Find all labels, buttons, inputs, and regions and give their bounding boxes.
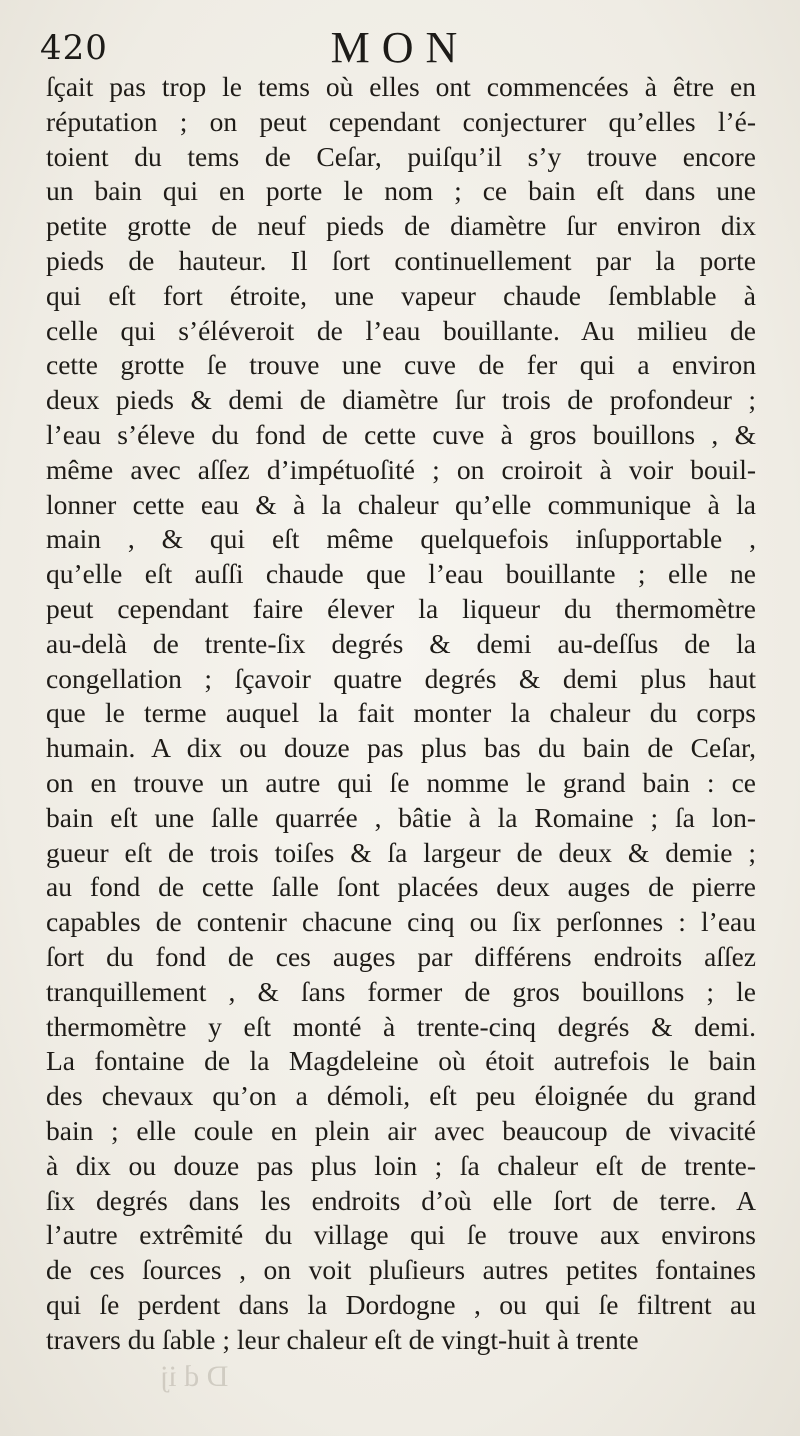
bleed-through-signature: D d ij	[160, 1360, 229, 1393]
text-line: bain eſt une ſalle quarrée , bâtie à la Romaine ; ſa lon-	[46, 801, 756, 833]
text-line: main , & qui eſt même quelquefois inſupportable ,	[46, 523, 756, 555]
text-line: capables de contenir chacune cinq ou ſix perſonnes : l’eau	[46, 906, 756, 938]
text-line: thermomètre y eſt monté à trente-cinq degrés & demi.	[46, 1010, 756, 1042]
text-line: lonner cette eau & à la chaleur qu’elle communique à la	[46, 488, 756, 520]
text-line: de ces ſources , on voit pluſieurs autres petites fontaines	[46, 1254, 756, 1286]
text-line: ſçait pas trop le tems où elles ont commencées à être en	[46, 71, 756, 102]
text-line: peut cependant faire élever la liqueur du thermomètre	[46, 592, 756, 624]
text-line: pieds de hauteur. Il ſort continuellement par la porte	[46, 244, 756, 276]
text-line: l’autre extrêmité du village qui ſe trouve aux environs	[46, 1219, 756, 1251]
text-line: toient du tems de Ceſar, puiſqu’il s’y trouve encore	[46, 140, 756, 172]
text-line: au fond de cette ſalle ſont placées deux auges de pierre	[46, 871, 756, 903]
text-line: qui ſe perdent dans la Dordogne , ou qui ſe filtrent au	[46, 1288, 756, 1320]
text-line: réputation ; on peut cependant conjecturer qu’elles l’é-	[46, 105, 756, 137]
text-line: deux pieds & demi de diamètre ſur trois de profondeur ;	[46, 384, 756, 416]
text-line: congellation ; ſçavoir quatre degrés & demi plus haut	[46, 662, 756, 694]
text-line: l’eau s’éleve du fond de cette cuve à gros bouillons , &	[46, 418, 756, 450]
text-line: un bain qui en porte le nom ; ce bain eſt dans une	[46, 175, 756, 207]
text-line: gueur eſt de trois toiſes & ſa largeur de deux & demie ;	[46, 836, 756, 868]
text-line: petite grotte de neuf pieds de diamètre ſur environ dix	[46, 210, 756, 242]
text-line: celle qui s’éléveroit de l’eau bouillante. Au milieu de	[46, 314, 756, 346]
text-line: ſort du fond de ces auges par différens endroits aſſez	[46, 940, 756, 972]
text-line: au-delà de trente-ſix degrés & demi au-deſſus de la	[46, 627, 756, 659]
text-line: on en trouve un autre qui ſe nomme le grand bain : ce	[46, 766, 756, 798]
page-number: 420	[40, 28, 108, 68]
text-line: qui eſt fort étroite, une vapeur chaude ſemblable à	[46, 279, 756, 311]
text-line: tranquillement , & ſans former de gros bouillons ; le	[46, 975, 756, 1007]
text-line: des chevaux qu’on a démoli, eſt peu éloignée du grand	[46, 1080, 756, 1112]
text-line: ſix degrés dans les endroits d’où elle ſort de terre. A	[46, 1184, 756, 1216]
text-line: même avec aſſez d’impétuoſité ; on croiroit à voir bouil-	[46, 453, 756, 485]
body-text	[46, 70, 756, 1357]
text-line: travers du ſable ; leur chaleur eſt de vingt-huit à trente	[46, 1323, 639, 1355]
text-line: que le terme auquel la fait monter la chaleur du corps	[46, 697, 756, 729]
text-line: cette grotte ſe trouve une cuve de fer qui a environ	[46, 349, 756, 381]
running-head: MON	[330, 23, 470, 72]
text-line: à dix ou douze pas plus loin ; ſa chaleur eſt de trente-	[46, 1149, 756, 1181]
page-header	[0, 22, 800, 76]
text-line: humain. A dix ou douze pas plus bas du bain de Ceſar,	[46, 732, 756, 764]
text-line: La fontaine de la Magdeleine où étoit autrefois le bain	[46, 1045, 756, 1077]
text-line: qu’elle eſt auſſi chaude que l’eau bouillante ; elle ne	[46, 558, 756, 590]
text-line: bain ; elle coule en plein air avec beaucoup de vivacité	[46, 1114, 756, 1146]
